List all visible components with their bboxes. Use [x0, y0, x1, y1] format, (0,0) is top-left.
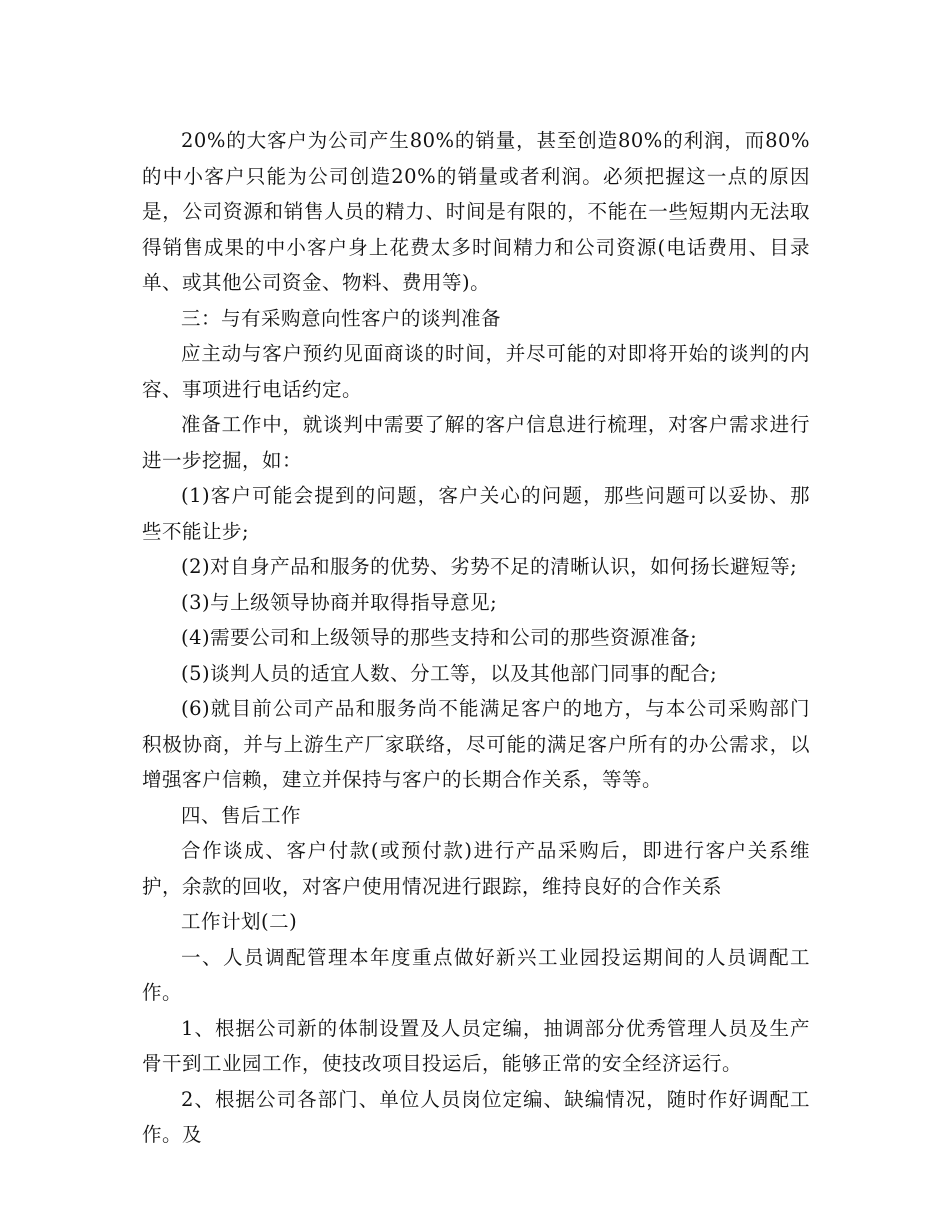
heading-after-sales: 四、售后工作 — [181, 803, 302, 827]
document-body — [142, 123, 810, 1153]
list-item-6: (6)就目前公司产品和服务尚不能满足客户的地方，与本公司采购部门积极协商，并与上游生产厂家联络，尽可能的满足客户所有的办公需求，以增强客户信赖，建立并保持与客户的长期合作关系，等等。 — [142, 697, 810, 791]
paragraph-customer-ratio: 20%的大客户为公司产生80%的销量，甚至创造80%的利润，而80%的中小客户只能为公司创造20%的销量或者利润。必须把握这一点的原因是，公司资源和销售人员的精力、时间是有限的，不能在一些短期内无法取得销售成果的中小客户身上花费太多时间精力和公司资源(电话费用、目录单、或其他公司资金、物料、费用等)。 — [142, 129, 810, 294]
paragraph-staff-allocation: 一、人员调配管理本年度重点做好新兴工业园投运期间的人员调配工作。 — [142, 945, 810, 1004]
list-item-5: (5)谈判人员的适宜人数、分工等，以及其他部门同事的配合; — [181, 661, 718, 685]
paragraph-preparation: 准备工作中，就谈判中需要了解的客户信息进行梳理，对客户需求进行进一步挖掘，如： — [142, 413, 810, 472]
heading-work-plan-2: 工作计划(二) — [181, 910, 298, 933]
list-item-1: (1)客户可能会提到的问题，客户关心的问题，那些问题可以妥协、那些不能让步; — [142, 484, 810, 543]
paragraph-item-1: 1、根据公司新的体制设置及人员定编，抽调部分优秀管理人员及生产骨干到工业园工作，使技改项目投运后，能够正常的安全经济运行。 — [142, 1016, 810, 1075]
paragraph-item-2: 2、根据公司各部门、单位人员岗位定编、缺编情况，随时作好调配工作。及 — [142, 1087, 810, 1146]
heading-negotiation-prep: 三：与有采购意向性客户的谈判准备 — [181, 306, 502, 330]
list-item-2: (2)对自身产品和服务的优势、劣势不足的清晰认识，如何扬长避短等; — [181, 555, 798, 578]
list-item-3: (3)与上级领导协商并取得指导意见; — [181, 590, 498, 614]
list-item-4: (4)需要公司和上级领导的那些支持和公司的那些资源准备; — [181, 626, 698, 649]
paragraph-appointment: 应主动与客户预约见面商谈的时间，并尽可能的对即将开始的谈判的内容、事项进行电话约定。 — [142, 342, 810, 401]
paragraph-after-sales: 合作谈成、客户付款(或预付款)进行产品采购后，即进行客户关系维护，余款的回收，对客户使用情况进行跟踪，维持良好的合作关系 — [142, 839, 810, 898]
